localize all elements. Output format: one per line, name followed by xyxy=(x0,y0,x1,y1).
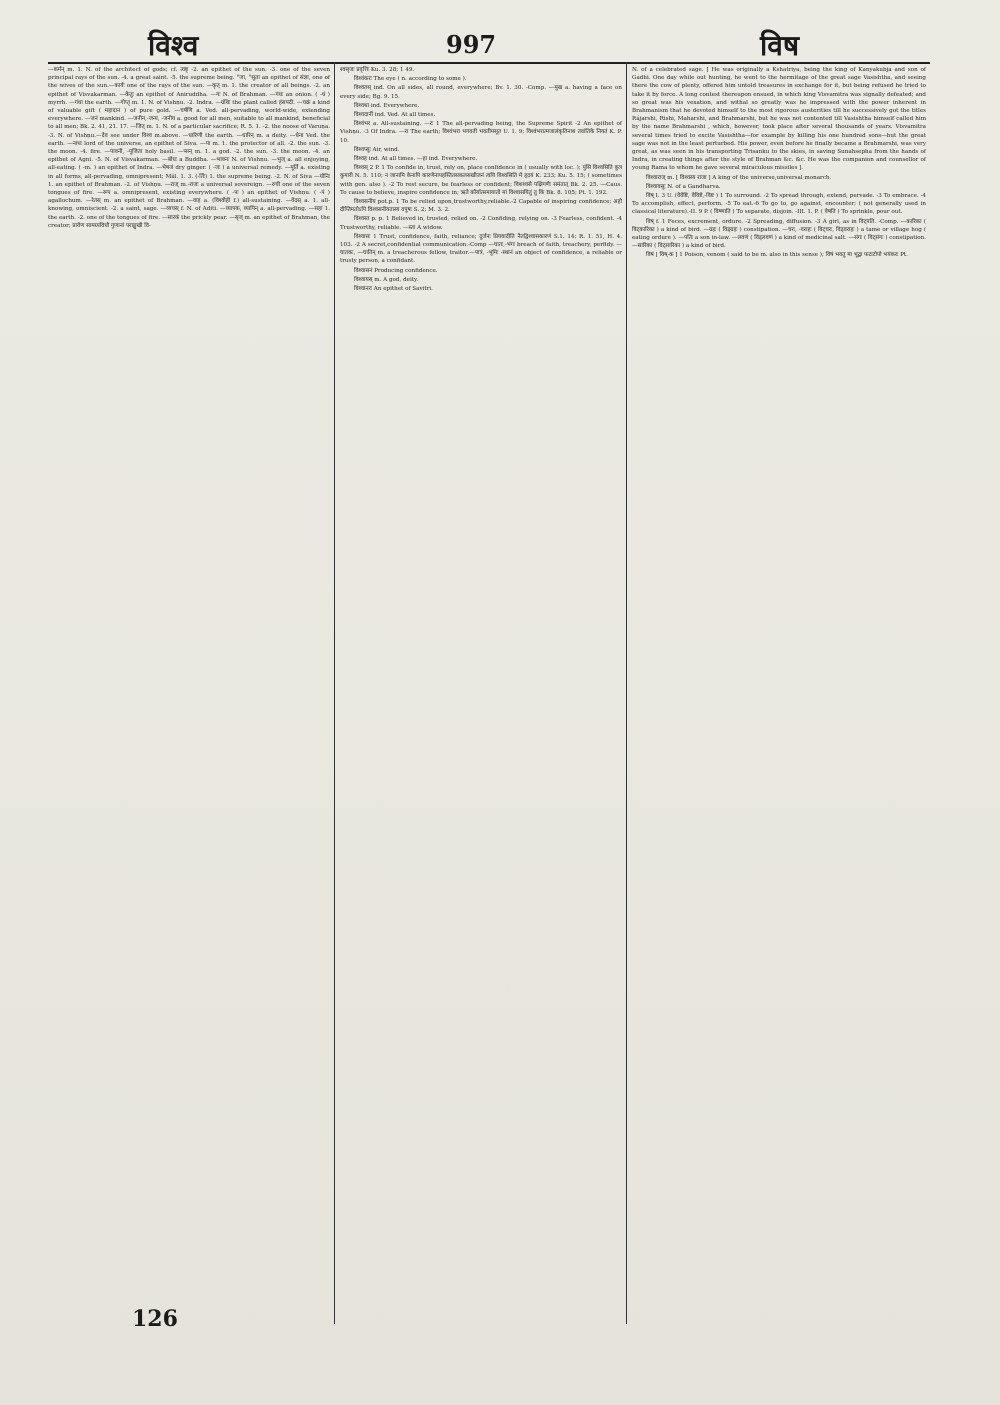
dictionary-entry: विश्वावसुः N. of a Gandharva. xyxy=(646,183,721,190)
dictionary-entry: —कर्मन् m. 1. N. of the architect of gods; cf. त्वष्टृ -2. an epithet of the sun. -3. one of the seven principal rays of the sun. -4. a great saint. -5. the supreme being. °जा, °सुता an epithet of संज्ञा, one of the wives of the sun.—कार्यः one of the rays of the sun. —कृत् m. 1. the creator of all beings. -2. an epithet of Visvakarman. —केतुः an epithet of Aniruddha. —गः N. of Brahman. —गंधः an onion. ( -धं ) myrrh. —गंधा the earth. —गोप्तृ m. 1. N. of Vishṇu. -2. Indra. —ग्रंथिः the plant called हंसपदी. —चक्रं a kind of valuable gift ( महादान ) of pure gold. —चर्षणि a. Ved. all-pervading, world-wide, extending everywhere. —जनं mankind. —जनीन,-जन्य, -जनीय a. good for all men, suitable to all mankind, beneficial to all men; Bk. 2. 41, 21. 17. —जित् m. 1. N. of a particular sacrifice; R. 5. 1. -2. the noose of Varuṇa. -3. N. of Vishṇu.—देव see under विश्व m.above. —धारिणी the earth. —धारिन् m. a deity. —धेना Ved. the earth. —नाथः lord of the universe, an epithet of Siva. —पा m. 1. the protector of all. -2. the sun. -3. the moon. -4. fire. —पावनी, -पूजिता holy basil. —प्सन् m. 1. a god. -2. the sun. -3. the moon. -4. an epithet of Agni. -5. N. of Visvakarman. —बोधः a Buddha. —भावनः N. of Vishṇu. —भुज् a. all enjoying, all-eating. ( -m. ) an epithet of Indra. —भेषजं dry ginger. ( -जः ) a universal remedy. —मूर्ति a. existing in all forms, all-pervading, omnipresent; Mâl. 1. 3. (-र्तिः) 1. the supreme being. -2. N. of Siva —योनिः 1. an epithet of Brahman. -2. of Vishṇu. —राज् m.-राजः a universal sovereign. —रुची one of the seven tongues of fire. —रूप a. omnipresent, existing everywhere. ( -पः ) an epithet of Vishṇu. ( -पं ) agallochum. —रेतस् m. an epithet of Brahman. —वाह a. (विश्वौही f.) all-sustaining. —वेदस् a. 1. all-knowing, omniscient. -2. a saint, sage. —व्यचस् f. N. of Aditi. —व्यापक, व्यापिन् a. all-pervading. —सहा 1. the earth. -2. one of the tongues of fire. —सारकं the prickly pear. —सृज् m. an epithet of Brahman, the creator; प्रायेण सामग्र्यविधौ गुणानां पराङ्मुखी वि- xyxy=(48,67,330,229)
dictionary-entry: विश्वासः 1 Trust, confidence, faith, reliance; दुर्जनः प्रियवादीति नैतद्विश्वासकारणं S.1. 14; R. 1. 51, H. 4. 103. -2 A secret,confidential communication.-Comp —घातः,-भंगः breach of faith, treachery, perfidy. —घातकः, —घातिन् m. a treacherous fellow, traitor.—पात्रं, -भूमिः -स्थानं an object of confidence, a reliable or trusty person, a confidant. xyxy=(340,233,622,265)
dictionary-entry: विश्वतस् ind. On all sides, all round, everywhere; Bv. 1. 30. -Comp. —मुख a. having a face on every side; Bg. 9. 15. xyxy=(340,85,622,100)
column-divider xyxy=(626,62,627,1324)
column-1 xyxy=(48,66,330,1316)
dictionary-entry: विश्वप्सुः Air, wind. xyxy=(354,146,400,153)
dictionary-entry: N. of a celebrated sage. [ He was originally a Kshatriya, being the king of Kanyakubja and son of Gadhi. One day while out hunting, he went to the hermitage of the great sage Vasishtha, and seeing there the cow of plenty, offered him untold treasures in exchange for it, but being refused he tried to take it by force. A long contest thereupon ensued, in which king Visvamitra was signally defeated; and so great was his vexation, and withal so greatly was he impressed with the power inherent in Brahmanism that he devoted himself to the most rigorous austerities till he successively got the titles Rájarshi, Rishi, Maharshi, and Brahmarshi, but he was not contented till Vasishtha himself called him by the name Brahmarshi , which, however, took place after several thousands of years. Visvamitra several times tried to excite Vasishtha—for example by killing his one hundred sons—but the great sage was not in the least perturbed. His power, even before he finally became a Brahmarshi, was very great, as was seen in his transporting Trisanku to the skies, in saving Sunahsepha from the hands of Indra, in creating things after the style of Brahman &c. &c. He was the companion and counsellor of young Rama to whom he gave several miraculous missiles ]. xyxy=(632,67,926,172)
dictionary-entry: विश्वसनीय pot.p. 1 To be relied upon,trustworthy,reliable.-2 Capable of inspiring confidence; अहो दीप्तिमतोऽपि विश्वसनीयतास्य वपुषः S. 2; M. 3. 2. xyxy=(340,199,622,214)
dictionary-entry: विश्वदानीं ind. Ved. At all times. xyxy=(354,112,436,119)
page-header xyxy=(48,22,930,66)
column-2 xyxy=(340,66,622,1316)
dictionary-entry: विश्वस् 2 P. 1 To confide in, trust, rely on, place confidence in ( usually with loc. ); पुंसि विश्वसिति कुत्र कुमारी N. 5. 110; न जानामि केनापि कारणेनापहस्तितसकलसखीजनं त्वयि विश्वसिति मे हृदयं K. 233; Ku. 5. 15; ( sometimes with gen. also ). -2 To rest secure, be fearless or confident; विशश्वसे पक्षिगणैः समंतात् Bk. 2. 25. —Caus. To cause to believe, inspire confidence in; ऋते कौर्यात्समायातो मां विश्वासयितुं तु किं Bk. 8. 105; Pt. 1. 192. xyxy=(340,165,622,196)
page-number: 997 xyxy=(446,30,497,59)
header-right-word: विष xyxy=(760,29,800,62)
dictionary-entry: विष् I. 3 U. (वेवेष्टि, वेविष्टे,-विष्ट ) 1 To surround. -2 To spread through, extend, pervade. -3 To embrace. -4 To accomplish, effect, perform. -5 To eat.-6 To go to, go against, encounter; ( not generally used in classical literature).-II. 9 P. ( विष्णाति ) To separate, disjoin. -III. 1. P. ( वेषति ) To sprinkle, pour out. xyxy=(632,193,926,216)
dictionary-entry: विश्वासनं Producing confidence. xyxy=(354,267,438,274)
column-divider xyxy=(334,62,335,1324)
dictionary-entry: विष् f. 1 Feces, excrement, ordure. -2 Spreading, diffusion. -3 A girl, as in विट्पति. -Comp. —कारिका ( विट्कारिका ) a kind of bird. —ग्रहः ( विड्ग्रहः ) constipation. —चरः, -वराहः ( विट्चरः, विड्वराहः ) a tame or village hog ( eating ordure ). —पतिः a son in-law. —लवणं ( विड्लवणं ) a kind of medicinal salt. —संगः ( विट्संगः ) constipation. —सारिका ( विट्सारिका ) a kind of bird. xyxy=(632,218,926,250)
dictionary-entry: श्वसृजः प्रवृत्तिः Ku. 3. 28; 1 49. xyxy=(340,67,415,73)
dictionary-entry: विश्वंकरः The eye ( n. according to some ). xyxy=(354,76,467,83)
footer-number: 126 xyxy=(132,1306,178,1332)
dictionary-entry: विश्वायस् m. A god, deity. xyxy=(354,276,419,283)
header-rule xyxy=(48,62,930,64)
dictionary-entry: विश्वानरः An epithet of Savitri. xyxy=(354,286,433,293)
dictionary-entry: विश्वस्त p. p. 1 Believed in, trusted, relied on. -2 Confiding, relying on. -3 Fearless, confident. -4 Trustworthy, reliable. —स्ता A widow. xyxy=(340,216,622,231)
dictionary-entry: विश्वह ind. At all times. —हा ind. Everywhere. xyxy=(354,156,478,163)
column-3 xyxy=(632,66,926,1316)
dictionary-entry: विषं [ विष्-क ] 1 Poison, venom ( said to be m. also in this sense ); विषं भवतु मा भूद्वा फटाटोपो भयंकरः Pt. xyxy=(646,252,908,259)
dictionary-entry: विश्वथा ind. Everywhere. xyxy=(354,102,420,109)
dictionary-entry: विश्वाराज् m. [ विश्वस्य राजा ] A king of the universe,universal monarch. xyxy=(646,174,832,181)
header-left-word: विश्व xyxy=(148,29,199,62)
dictionary-entry: विश्वंभर a. All-sustaining. —रः 1 The all-pervading being, the Supreme Spirit -2 An epithet of Vishṇu. -3 Of Indra. —रा The earth; विश्वंभरा भगवती भवतीमसूत U. 1. 9; विश्वंभरात्मजालंकृतिनाथ तवांतिके नियतं K. P. 10. xyxy=(340,121,622,144)
